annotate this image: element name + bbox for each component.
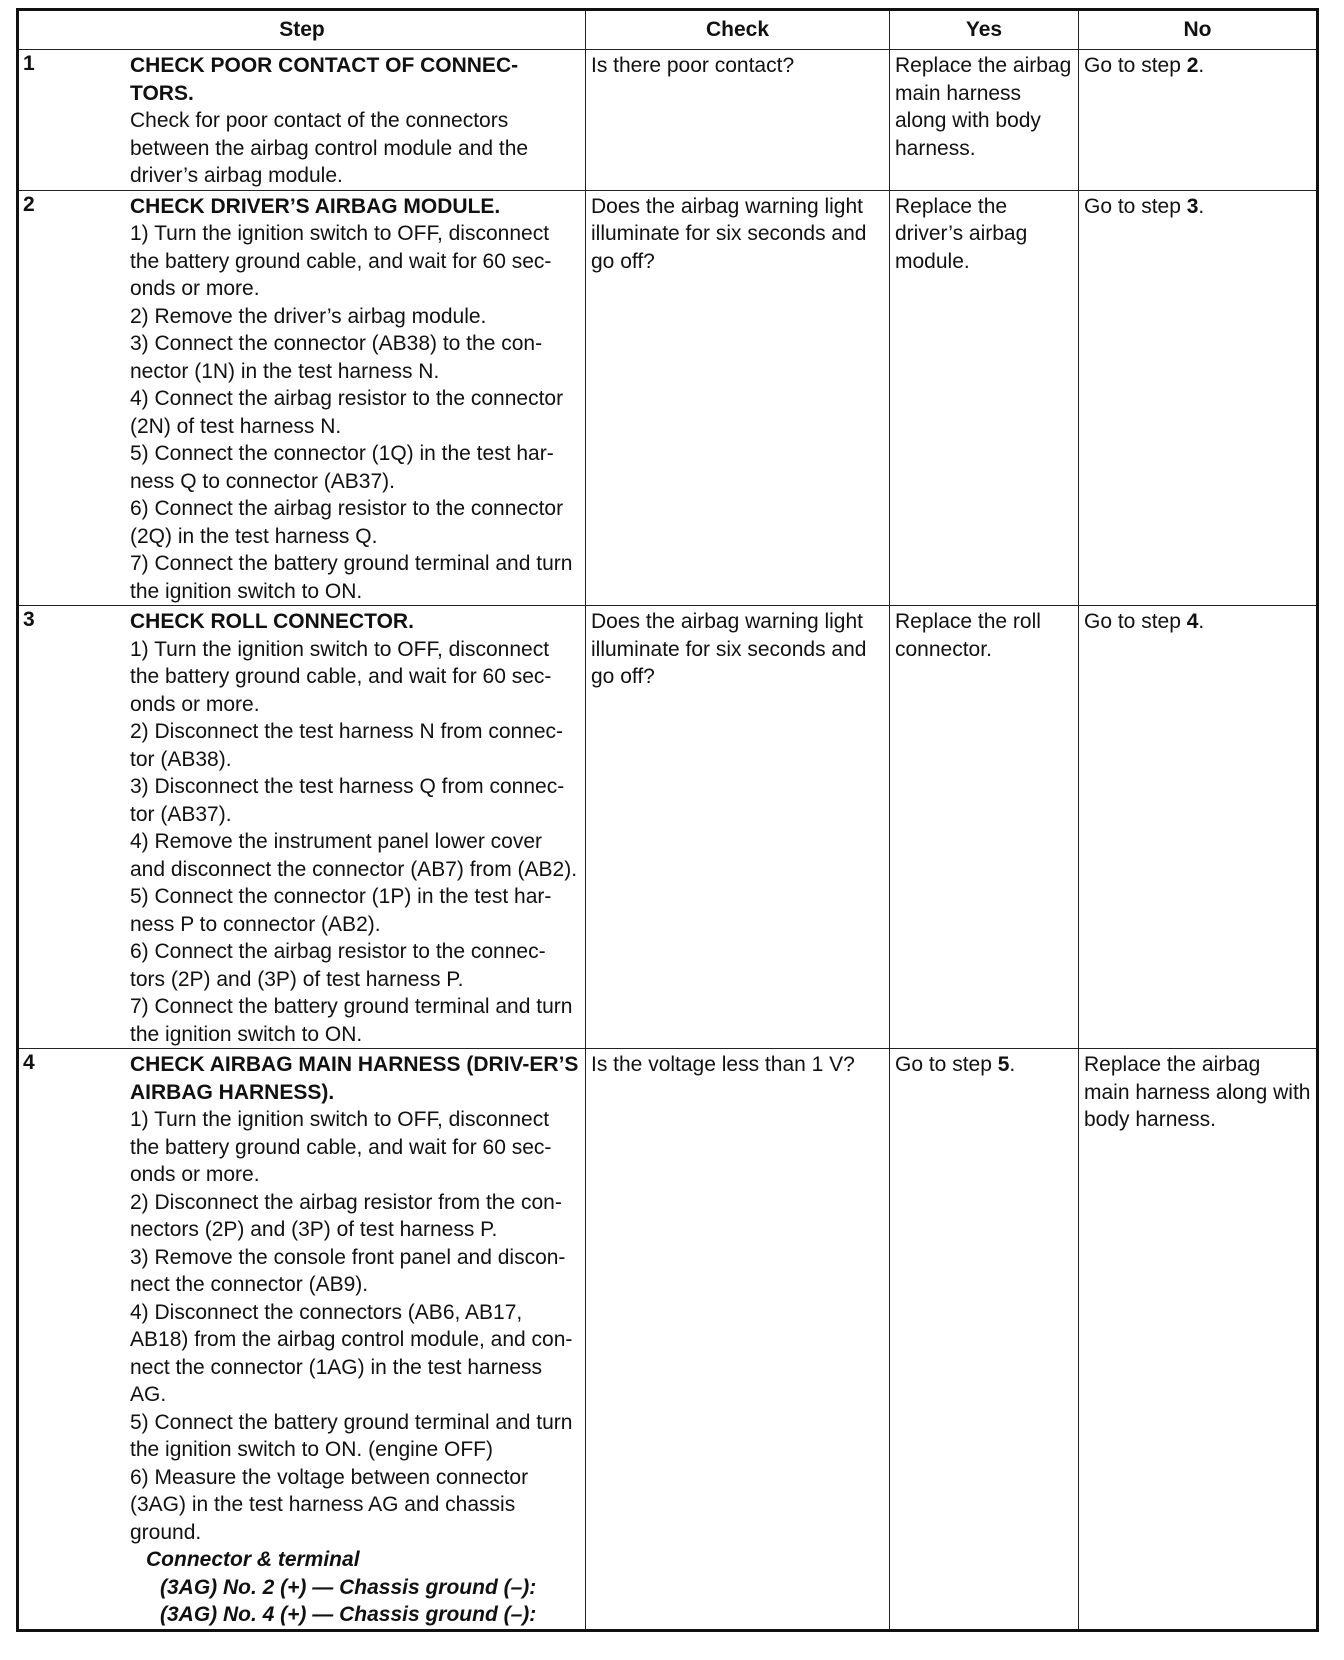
go-to-text: Go to step (1084, 54, 1187, 77)
step-title: CHECK AIRBAG MAIN HARNESS (DRIV-ER’S AIRBAG HARNESS). (130, 1053, 579, 1104)
step-number: 2 (23, 192, 35, 216)
header-step: Step (18, 10, 586, 50)
step-instruction: 3) Connect the connector (AB38) to the con-nector (1N) in the test harness N. (130, 332, 543, 383)
step-instruction: 4) Connect the airbag resistor to the connector (2N) of test harness N. (130, 387, 564, 438)
step-instruction: 7) Connect the battery ground terminal and turn the ignition switch to ON. (130, 552, 573, 603)
diagnostic-table (16, 8, 1319, 1632)
table-row (18, 50, 1318, 191)
step-instruction: 1) Turn the ignition switch to OFF, disconnect the battery ground cable, and wait for 60 sec-onds or more. (130, 222, 552, 300)
check-cell: Does the airbag warning light illuminate for six seconds and go off? (586, 190, 890, 606)
step-title: CHECK DRIVER’S AIRBAG MODULE. (130, 194, 501, 218)
step-instruction: 5) Connect the connector (1Q) in the test har-ness Q to connector (AB37). (130, 442, 554, 493)
go-to-step-number: 2 (1186, 54, 1199, 77)
step-cell (18, 190, 586, 606)
no-cell: Go to step 2. (1079, 50, 1318, 191)
step-instruction: 6) Connect the airbag resistor to the connec-tors (2P) and (3P) of test harness P. (130, 940, 546, 991)
header-check: Check (586, 10, 890, 50)
table-row (18, 606, 1318, 1049)
header-no: No (1079, 10, 1318, 50)
go-to-step-number: 5 (997, 1053, 1010, 1076)
step-instruction: 1) Turn the ignition switch to OFF, disconnect the battery ground cable, and wait for 60 sec-onds or more. (130, 1108, 552, 1186)
step-number: 4 (23, 1051, 35, 1074)
go-to-step-number: 4 (1186, 610, 1199, 633)
terminal-spec: (3AG) No. 4 (+) — Chassis ground (–): (160, 1603, 537, 1626)
step-number: 1 (23, 52, 35, 75)
step-title: CHECK POOR CONTACT OF CONNEC-TORS. (130, 54, 519, 105)
yes-cell: Replace the roll connector. (890, 606, 1079, 1049)
step-instruction: Check for poor contact of the connectors between the airbag control module and the driver’s airbag module. (130, 109, 529, 187)
step-instruction: 2) Disconnect the test harness N from connec-tor (AB38). (130, 720, 564, 771)
yes-cell: Go to step 5. (890, 1049, 1079, 1631)
step-cell (18, 50, 586, 191)
step-instruction: 4) Disconnect the connectors (AB6, AB17, AB18) from the airbag control module, and con-nect the connector (1AG) in the test harness AG. (130, 1300, 573, 1406)
step-instruction: 5) Connect the battery ground terminal and turn the ignition switch to ON. (engine OFF) (130, 1410, 573, 1461)
step-cell (18, 606, 586, 1049)
step-instruction: 1) Turn the ignition switch to OFF, disconnect the battery ground cable, and wait for 60 sec-onds or more. (130, 637, 552, 716)
step-instruction: 3) Disconnect the test harness Q from connec-tor (AB37). (130, 775, 565, 826)
go-to-text: Go to step (1084, 610, 1187, 633)
step-instruction: 3) Remove the console front panel and discon-nect the connector (AB9). (130, 1245, 566, 1296)
terminal-heading: Connector & terminal (146, 1548, 360, 1571)
step-instruction: 5) Connect the connector (1P) in the test har-ness P to connector (AB2). (130, 885, 552, 936)
step-instruction: 2) Remove the driver’s airbag module. (130, 304, 487, 328)
go-to-text: Go to step (895, 1053, 998, 1076)
step-cell (18, 1049, 586, 1631)
check-cell: Does the airbag warning light illuminate for six seconds and go off? (586, 606, 890, 1049)
step-instruction: 7) Connect the battery ground terminal and turn the ignition switch to ON. (130, 995, 573, 1046)
no-cell: Go to step 4. (1079, 606, 1318, 1049)
go-to-text: Go to step (1084, 194, 1187, 218)
step-title: CHECK ROLL CONNECTOR. (130, 610, 414, 633)
step-instruction: 4) Remove the instrument panel lower cover and disconnect the connector (AB7) from (AB2). (130, 830, 578, 881)
terminal-spec: (3AG) No. 2 (+) — Chassis ground (–): (160, 1575, 537, 1599)
step-instruction: 6) Connect the airbag resistor to the connector (2Q) in the test harness Q. (130, 497, 564, 548)
table-row (18, 190, 1318, 606)
step-number: 3 (23, 608, 35, 631)
check-cell: Is there poor contact? (586, 50, 890, 191)
header-yes: Yes (890, 10, 1079, 50)
no-cell: Replace the airbag main harness along with body harness. (1079, 1049, 1318, 1631)
yes-cell: Replace the airbag main harness along with body harness. (890, 50, 1079, 191)
header-row (18, 10, 1318, 50)
no-cell: Go to step 3. (1079, 190, 1318, 606)
yes-cell: Replace the driver’s airbag module. (890, 190, 1079, 606)
step-instruction: 2) Disconnect the airbag resistor from the con-nectors (2P) and (3P) of test harness P. (130, 1190, 562, 1241)
go-to-step-number: 3 (1186, 194, 1199, 218)
check-cell: Is the voltage less than 1 V? (586, 1049, 890, 1631)
step-instruction: 6) Measure the voltage between connector (3AG) in the test harness AG and chassis ground. (130, 1465, 529, 1544)
table-row (18, 1049, 1318, 1631)
